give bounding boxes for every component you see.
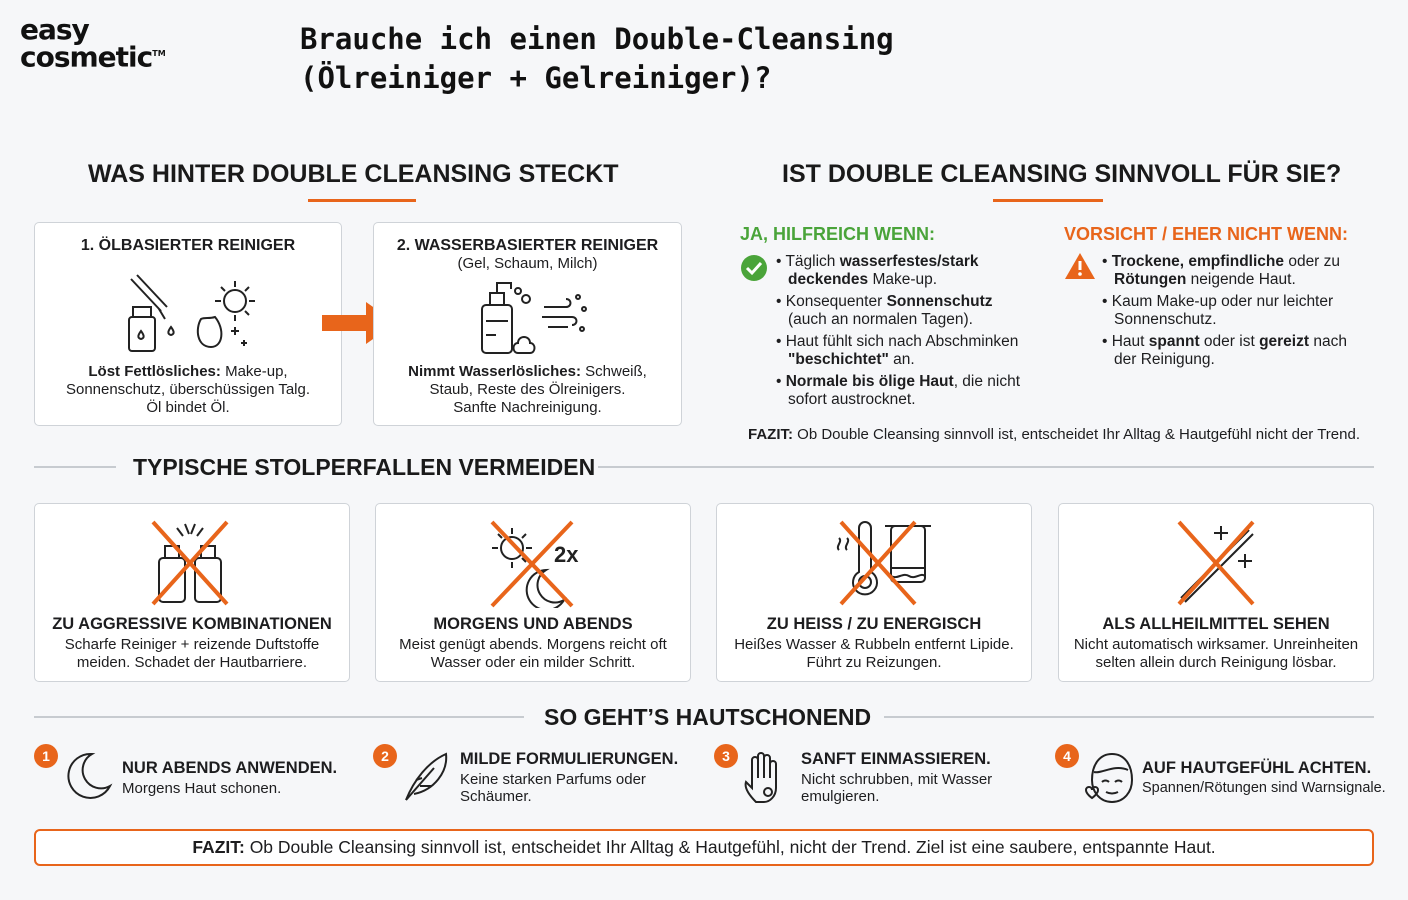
pitfall-body: Meist genügt abends. Morgens reicht oft Wasser oder ein milder Schritt.	[399, 636, 667, 671]
pitfall-title: ZU HEISS / ZU ENERGISCH	[766, 615, 982, 633]
pitfall-card	[1058, 503, 1374, 682]
dropper-bottle-icon	[119, 273, 269, 357]
list-item: • Kaum Make-up oder nur leichter Sonnenschutz.	[1102, 293, 1334, 328]
pitfall-card	[34, 503, 350, 682]
card-water-cleanser	[373, 222, 682, 426]
bottom-fazit-box: FAZIT: Ob Double Cleansing sinnvoll ist, entscheidet Ihr Alltag & Hautgefühl, nicht der Trend. Ziel ist eine saubere, entspannte Haut.	[34, 829, 1374, 866]
tip-number-badge: 1	[34, 744, 58, 768]
badge-2x: 2x	[554, 542, 579, 567]
tip-number-badge: 2	[373, 744, 397, 768]
logo-line1: easy	[20, 13, 89, 46]
pitfall-title: ALS ALLHEILMITTEL SEHEN	[1102, 615, 1330, 633]
card-title: 1. ÖLBASIERTER REINIGER	[80, 237, 296, 254]
hand-icon	[742, 750, 792, 806]
pump-bottle-foam-icon	[478, 277, 598, 357]
pitfall-body: Heißes Wasser & Rubbeln entfernt Lipide. Führt zu Reizungen.	[734, 636, 1014, 671]
divider	[884, 716, 1374, 718]
brand-logo	[20, 13, 166, 74]
wand-crossed-icon	[1171, 518, 1261, 608]
pitfall-body: Scharfe Reiniger + reizende Duftstoffe meiden. Schadet der Hautbarriere.	[64, 636, 320, 671]
tip-number-badge: 4	[1055, 744, 1079, 768]
tip-body: Morgens Haut schonen.	[122, 780, 282, 797]
bottles-crossed-icon	[145, 518, 235, 608]
logo-line2: cosmetic™	[20, 40, 166, 74]
list-item: • Konsequenter Sonnenschutz (auch an normalen Tagen).	[776, 293, 993, 328]
list-item: • Trockene, empfindliche oder zu Rötungen neigende Haut.	[1102, 253, 1341, 288]
face-icon	[1082, 750, 1136, 806]
pitfall-title: ZU AGGRESSIVE KOMBINATIONEN	[52, 615, 332, 633]
thermometer-towel-crossed-icon	[829, 518, 939, 608]
no-list	[1102, 253, 1372, 369]
tip-title: AUF HAUTGEFÜHL ACHTEN.	[1142, 759, 1372, 777]
page-title: Brauche ich einen Double-Cleansing (Ölreiniger + Gelreiniger)?	[300, 22, 894, 95]
list-item: • Normale bis ölige Haut, die nicht sofort austrocknet.	[776, 373, 1021, 408]
card-subtitle: (Gel, Schaum, Milch)	[457, 255, 598, 272]
yes-list	[776, 253, 1056, 409]
warning-triangle-icon	[1064, 252, 1096, 280]
pitfall-card	[375, 503, 691, 682]
moon-icon	[62, 750, 114, 802]
card-title: 2. WASSERBASIERTER REINIGER	[396, 237, 659, 254]
yes-heading: JA, HILFREICH WENN:	[740, 224, 935, 244]
divider	[598, 466, 1374, 468]
list-item: • Haut spannt oder ist gereizt nach der Reinigung.	[1102, 333, 1347, 368]
tip-body: Nicht schrubben, mit Wasser emulgieren.	[801, 771, 993, 805]
tip-body: Keine starken Parfums oder Schäumer.	[460, 771, 646, 805]
sun-moon-crossed-icon	[484, 518, 594, 608]
card-body: Nimmt Wasserlösliches: Schweiß, Staub, Reste des Ölreinigers. Sanfte Nachreinigung.	[408, 363, 647, 416]
tip-title: MILDE FORMULIERUNGEN.	[460, 750, 679, 768]
feather-icon	[400, 750, 452, 804]
pitfall-title: MORGENS UND ABENDS	[433, 615, 633, 633]
section-heading-what: WAS HINTER DOUBLE CLEANSING STECKT	[88, 160, 619, 188]
divider	[34, 466, 116, 468]
list-item: • Täglich wasserfestes/stark deckendes Make-up.	[776, 253, 979, 288]
list-item: • Haut fühlt sich nach Abschminken "beschichtet" an.	[776, 333, 1019, 368]
divider	[34, 716, 524, 718]
section-heading-pitfalls: TYPISCHE STOLPERFALLEN VERMEIDEN	[133, 454, 596, 480]
card-body: Löst Fettlösliches: Make-up, Sonnenschutz, überschüssigen Talg. Öl bindet Öl.	[65, 363, 311, 416]
heading-underline	[308, 199, 416, 202]
check-circle-icon	[740, 254, 768, 282]
tip-title: NUR ABENDS ANWENDEN.	[122, 759, 338, 777]
tip-number-badge: 3	[714, 744, 738, 768]
heading-underline	[993, 199, 1103, 202]
no-heading: VORSICHT / EHER NICHT WENN:	[1064, 224, 1349, 244]
right-fazit: FAZIT: Ob Double Cleansing sinnvoll ist, entscheidet Ihr Alltag & Hautgefühl nicht der Trend.	[748, 426, 1360, 443]
section-heading-tips: SO GEHT’S HAUTSCHONEND	[544, 704, 872, 730]
section-heading-sinnvoll: IST DOUBLE CLEANSING SINNVOLL FÜR SIE?	[782, 160, 1342, 188]
tip-body: Spannen/Rötungen sind Warnsignale.	[1142, 780, 1386, 796]
card-oil-cleanser	[34, 222, 342, 426]
tip-title: SANFT EINMASSIEREN.	[801, 750, 991, 768]
pitfall-body: Nicht automatisch wirksamer. Unreinheiten selten allein durch Reinigung lösbar.	[1073, 636, 1359, 671]
pitfall-card	[716, 503, 1032, 682]
